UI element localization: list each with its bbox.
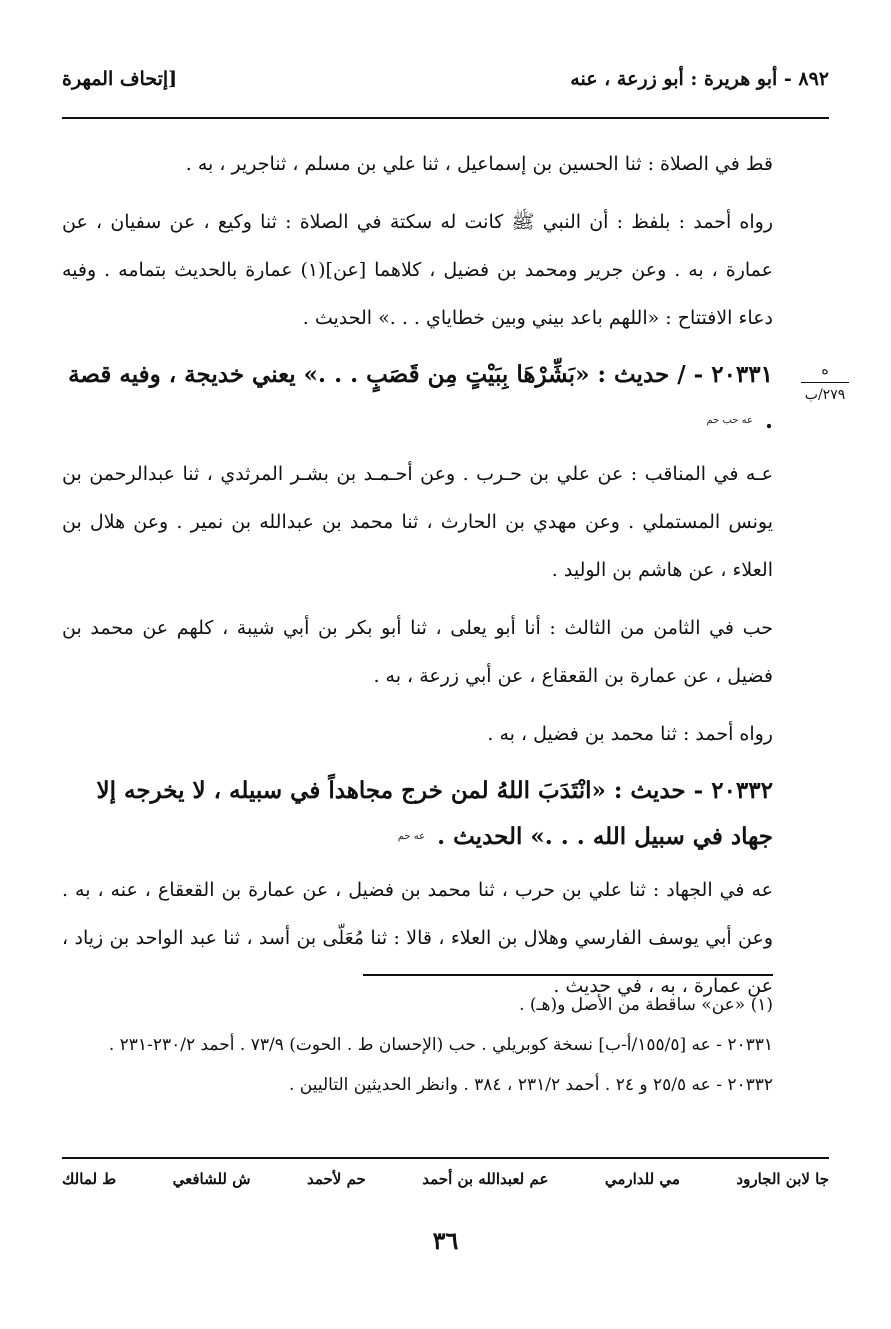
paragraph-jihad: عه في الجهاد : ثنا علي بن حرب ، ثنا محمد بن فضيل ، عن عمارة بن القعقاع ، عنه ، به . وعن أبي يوسف الفارسي وهلال بن العلاء ، قالا : ثنا مُعَلّى بن أسد ، ثنا عبد الواحد بن زياد ، عن عمارة ، به ، في حديث . — [62, 879, 773, 997]
abbreviation-key — [62, 1170, 829, 1188]
key-item: ط لمالك — [62, 1170, 117, 1188]
footnote-rule — [363, 974, 773, 976]
hadith-20332-text: ٢٠٣٣٢ - حديث : «انْتَدَبَ اللهُ لمن خرج مجاهداً في سبيله ، لا يخرجه إلا جهاد في سبيل الله . . .» الحديث . — [96, 777, 773, 850]
key-rule — [62, 1157, 829, 1159]
paragraph-ahmad-1: رواه أحمد : بلفظ : أن النبي ﷺ كانت له سكتة في الصلاة : ثنا وكيع ، عن سفيان ، عن عمارة ، به . وعن جرير ومحمد بن فضيل ، كلاهما [عن](١) عمارة بالحديث بتمامه . وفيه دعاء الافتتاح : «اللهم باعد بيني وبين خطاياي . . .» الحديث . — [62, 211, 773, 329]
hadith-20331-heading — [62, 352, 773, 444]
header-book-title: [إتحاف المهرة — [62, 68, 178, 90]
paragraph-qt: قط في الصلاة : ثنا الحسين بن إسماعيل ، ثنا علي بن مسلم ، ثناجرير ، به . — [185, 153, 773, 175]
page-number: ٣٦ — [432, 1226, 459, 1255]
margin-ref-divider — [801, 382, 849, 383]
key-item: حم لأحمد — [306, 1170, 366, 1188]
header-rule — [62, 117, 829, 119]
key-item: عم لعبدالله بن أحمد — [422, 1170, 549, 1188]
running-header — [62, 68, 829, 98]
paragraph-ahmad-2: رواه أحمد : ثنا محمد بن فضيل ، به . — [487, 723, 773, 745]
paragraph-manaqib: عـه في المناقب : عن علي بن حـرب . وعن أحـمـد بن بشـر المرثدي ، ثنا عبدالرحمن بن يونس المستملي . وعن مهدي بن الحارث ، ثنا محمد بن عبدالله بن نمير . وعن هلال بن العلاء ، عن هاشم بن الوليد . — [62, 463, 773, 581]
margin-manuscript-ref — [795, 362, 855, 403]
main-text — [62, 140, 773, 1020]
key-item: مي للدارمي — [604, 1170, 680, 1188]
footnote-20332: ٢٠٣٣٢ - عه ٢٥/٥ و ٢٤ . أحمد ٢٣١/٢ ، ٣٨٤ . وانظر الحديثين التاليين . — [288, 1075, 773, 1095]
footnotes — [62, 988, 773, 1108]
hadith-20332-heading — [62, 768, 773, 860]
footnote-20331: ٢٠٣٣١ - عه [١٥٥/٥/أ-ب] نسخة كوبريلي . حب (الإحسان ط . الحوت) ٧٣/٩ . أحمد ٢٣٠/٢-٢٣١ . — [108, 1035, 773, 1055]
hadith-20331-sigla: عه حب حم — [706, 415, 753, 426]
footnote-1: (١) «عن» ساقطة من الأصل و(هـ) . — [519, 995, 773, 1015]
hadith-20332-sigla: عه حم — [397, 831, 426, 842]
margin-ref-folio: ٢٧٩/ب — [804, 387, 846, 403]
key-item: ش للشافعي — [172, 1170, 251, 1188]
header-chapter-title: ٨٩٢ - أبو هريرة : أبو زرعة ، عنه — [570, 68, 829, 90]
paragraph-hibban: حب في الثامن من الثالث : أنا أبو يعلى ، ثنا أبو بكر بن أبي شيبة ، كلهم عن محمد بن فضيل ، عن عمارة بن القعقاع ، عن أبي زرعة ، به . — [62, 617, 773, 687]
margin-ref-letter: ه — [821, 362, 829, 378]
key-item: جا لابن الجارود — [736, 1170, 829, 1188]
hadith-20331-text: ٢٠٣٣١ - / حديث : «بَشِّرْهَا بِبَيْتٍ مِن قَصَبٍ . . .» يعني خديجة ، وفيه قصة . — [68, 361, 773, 434]
